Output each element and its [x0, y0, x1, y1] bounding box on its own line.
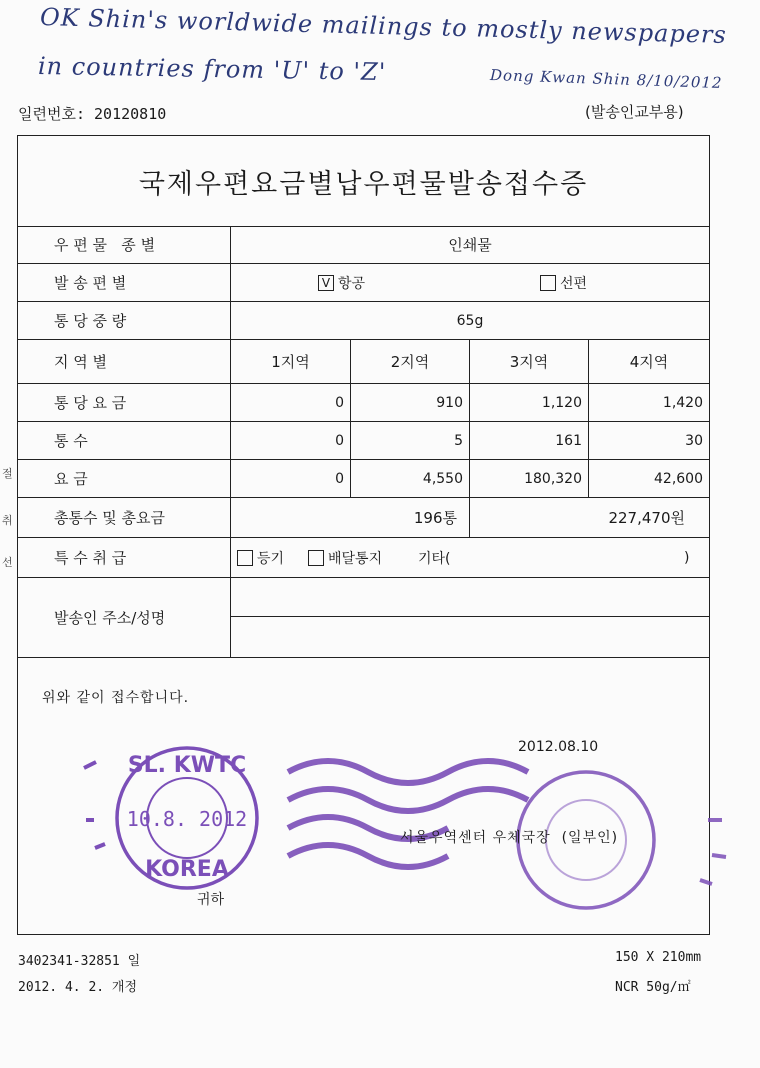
registered-label: 등기 — [257, 550, 285, 567]
label-totals: 총통수 및 총요금 — [18, 498, 231, 537]
row-zones — [18, 340, 709, 384]
sender-address-divider — [231, 616, 709, 617]
total-count: 196통 — [413, 509, 457, 527]
checkbox-air[interactable]: V — [318, 275, 334, 291]
label-weight: 통 당 중 량 — [18, 302, 231, 339]
postmark-date: 10.8. 2012 — [126, 807, 248, 831]
label-count: 통 수 — [18, 422, 231, 459]
serial-value: 20120810 — [94, 105, 167, 123]
row-sender — [18, 578, 709, 658]
other-close: ) — [684, 549, 690, 566]
row-special — [18, 538, 709, 578]
cut-line-char-1: 절 — [2, 467, 13, 480]
postmark-bottom-text: KOREA — [145, 857, 229, 882]
fee-zone-3: 180,320 — [469, 460, 588, 497]
count-zone-2: 5 — [350, 422, 469, 459]
form-code: 3402341-32851 일 — [18, 954, 141, 969]
zone-header-1: 1지역 — [271, 353, 310, 371]
serial-number — [18, 103, 166, 124]
zone-header-3: 3지역 — [469, 340, 588, 383]
fee-zone-2: 4,550 — [350, 460, 469, 497]
checkbox-delivery-notice[interactable] — [308, 550, 324, 566]
sender-copy-label: (발송인교부용) — [585, 103, 684, 121]
value-weight: 65g — [456, 312, 484, 329]
form-title: 국제우편요금별납우편물발송접수증 — [18, 136, 709, 227]
row-totals — [18, 498, 709, 538]
handwritten-signature: Dong Kwan Shin 8/10/2012 — [489, 65, 723, 93]
label-zones: 지 역 별 — [18, 340, 231, 383]
label-special: 특 수 취 급 — [18, 538, 231, 577]
post-office-name: 서울우역센터 우체국장 (일부인) — [400, 830, 619, 846]
label-dispatch: 발 송 편 별 — [18, 264, 231, 301]
row-fee — [18, 460, 709, 498]
unit-fee-zone-2: 910 — [350, 384, 469, 421]
checkbox-sea[interactable] — [540, 275, 556, 291]
count-zone-3: 161 — [469, 422, 588, 459]
fee-zone-4: 42,600 — [588, 460, 709, 497]
delivery-notice-label: 배달통지 — [328, 550, 383, 567]
fee-zone-1: 0 — [335, 470, 344, 487]
cut-line-char-2: 취 — [2, 514, 13, 527]
revision-date: 2012. 4. 2. 개정 — [18, 980, 138, 995]
row-weight — [18, 302, 709, 340]
paper-spec: NCR 50g/㎡ — [615, 980, 691, 995]
postmark-top-text: SL. KWTC — [127, 753, 247, 778]
handwritten-line-2: in countries from 'U' to 'Z' — [37, 51, 387, 87]
cut-line-char-3: 선 — [2, 556, 13, 569]
handwritten-line-1: OK Shin's worldwide mailings to mostly newspapers — [39, 3, 728, 49]
acceptance-date: 2012.08.10 — [518, 739, 599, 755]
size-spec: 150 X 210mm — [615, 950, 702, 965]
serial-label: 일련번호: — [18, 105, 85, 123]
value-mail-type: 인쇄물 — [448, 236, 492, 254]
row-unit-fee — [18, 384, 709, 422]
count-zone-4: 30 — [588, 422, 709, 459]
sea-label: 선편 — [560, 275, 588, 292]
row-mail-type — [18, 226, 709, 264]
zone-header-4: 4지역 — [588, 340, 709, 383]
honorific: 귀하 — [197, 892, 225, 908]
label-sender: 발송인 주소/성명 — [18, 578, 231, 657]
unit-fee-zone-1: 0 — [335, 394, 344, 411]
postmark-stamps — [0, 720, 760, 920]
postmark-waves — [288, 761, 528, 867]
label-fee: 요 금 — [18, 460, 231, 497]
count-zone-1: 0 — [335, 432, 344, 449]
option-delivery-notice[interactable] — [308, 538, 418, 577]
option-registered[interactable] — [237, 538, 312, 577]
option-air[interactable] — [318, 264, 438, 301]
row-count — [18, 422, 709, 460]
label-unit-fee: 통 당 요 금 — [18, 384, 231, 421]
option-sea[interactable] — [540, 264, 660, 301]
zone-header-2: 2지역 — [350, 340, 469, 383]
checkbox-registered[interactable] — [237, 550, 253, 566]
air-label: 항공 — [338, 275, 366, 292]
row-dispatch — [18, 264, 709, 302]
other-label: 기타( — [418, 550, 451, 567]
unit-fee-zone-3: 1,120 — [469, 384, 588, 421]
total-fee: 227,470원 — [469, 498, 709, 537]
label-mail-type: 우 편 물 종 별 — [18, 226, 231, 263]
unit-fee-zone-4: 1,420 — [588, 384, 709, 421]
acceptance-text: 위와 같이 접수합니다. — [42, 690, 190, 706]
